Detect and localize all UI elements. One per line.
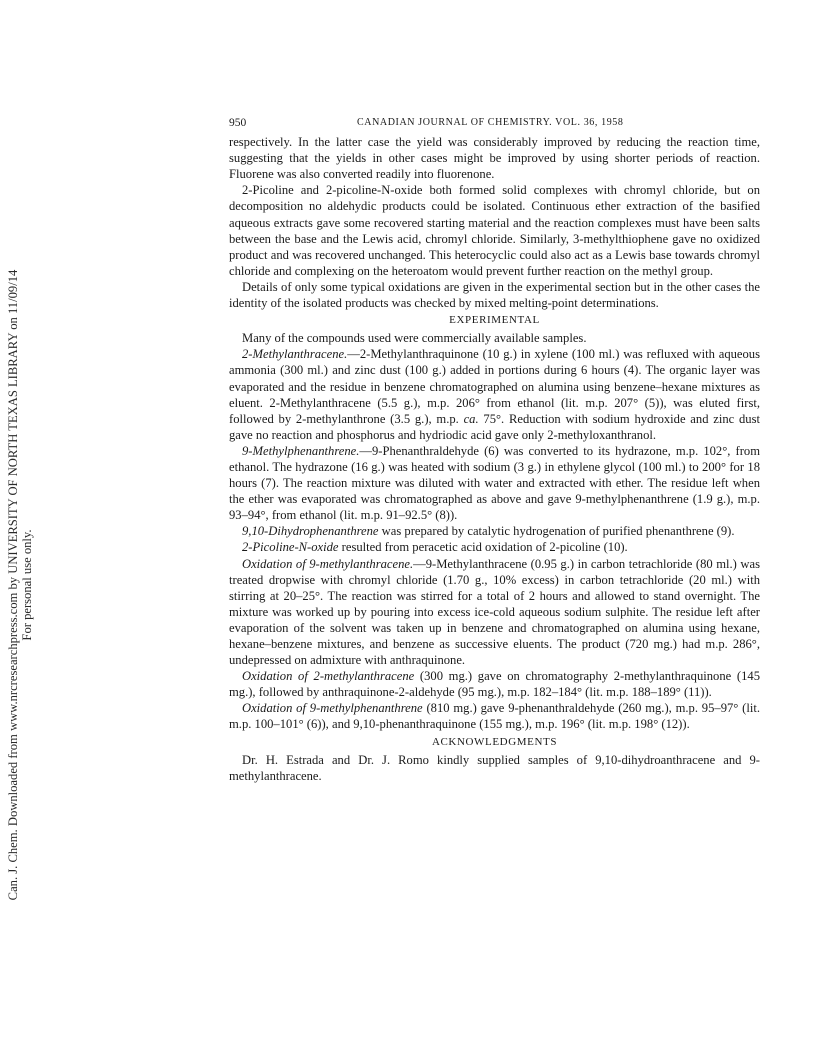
body-paragraph: 2-Picoline and 2-picoline-N-oxide both formed solid complexes with chromyl chloride, but on decomposition no aldehydic products could be isolated. Continuous ether extraction of the basified aqueous extracts gave some recovered starting material and the reaction complexes must have been salts between the base and the Lewis acid, chromyl chloride. Similarly, 3-methylthiophene gave no oxidized product and was recovered unchanged. This heterocyclic could also act as a Lewis base towards chromyl chloride and complexing on the heteroatom would prevent further reaction on the methyl group. [229, 183, 760, 278]
procedure-text: (300 mg.) gave on chromatography 2-methylanthraquinone (145 mg.), followed by anthraquinone-2-aldehyde (95 mg.), m.p. 182–184° (lit. m.p. 188–189° (11)). [229, 669, 760, 700]
download-notice-text [6, 190, 34, 980]
procedure-title: 9,10-Dihydrophenanthrene [242, 524, 379, 539]
procedure-oxidation-9-methylphenanthrene [229, 700, 760, 732]
procedure-oxidation-2-methylanthracene [229, 668, 760, 700]
experimental-heading: EXPERIMENTAL [449, 314, 540, 327]
procedure-text: —9-Phenanthraldehyde (6) was converted to its hydrazone, m.p. 102°, from ethanol. The hydrazone (16 g.) was heated with sodium (3 g.) in ethylene glycol (100 ml.) to 200° for 18 hours (7). The reaction mixture was diluted with water and extracted with ether. The residue left when the ether was evaporated was chromatographed as above and gave 9-methylphenanthrene (1.9 g.), m.p. 93–94°, from ethanol (lit. m.p. 91–92.5° (8)). [229, 443, 760, 523]
procedure-title: 9-Methylphenanthrene. [242, 443, 360, 458]
procedure-text: resulted from peracetic acid oxidation of 2-picoline (10). [338, 540, 628, 555]
download-notice [6, 190, 42, 980]
procedure-title: 2-Methylanthracene. [242, 347, 348, 362]
procedure-oxidation-9-methylanthracene [229, 556, 760, 669]
procedure-text: —2-Methylanthraquinone (10 g.) in xylene (100 ml.) was refluxed with aqueous ammonia (300 ml.) and zinc dust (100 g.) added in portions during 6 hours (4). The organic layer was evaporated and the residue in benzene chromatographed on alumina using benzene–hexane mixtures as eluent. 2-Methylanthracene (5.5 g.), m.p. 206° from ethanol (lit. m.p. 207° (5)), was eluted first, followed by 2-methylanthrone (3.5 g.), m.p. [229, 347, 760, 426]
procedure-text: 75°. Reduction with sodium hydroxide and zinc dust gave no reaction and phosphorus and hydriodic acid gave only 2-methyloxanthranol. [229, 411, 760, 442]
procedure-text: —9-Methylanthracene (0.95 g.) in carbon tetrachloride (80 ml.) was treated dropwise with chromyl chloride (1.70 g., 10% excess) in carbon tetrachloride (20 ml.) with stirring at 20–25°. The reaction was stirred for a total of 2 hours and allowed to stand overnight. The mixture was worked up by pouring into excess ice-cold aqueous sodium sulphite. The residue left after evaporation of the solvent was taken up in benzene and chromatographed on alumina using hexane, hexane–benzene mixtures, and benzene as successive eluents. The product (720 mg.) had m.p. 286°, undepressed on admixture with anthraquinone. [229, 556, 760, 668]
procedure-title: Oxidation of 2-methylanthracene [242, 669, 415, 684]
circa-abbrev: ca. [463, 411, 479, 426]
procedure-picoline-n-oxide [229, 539, 760, 555]
usage-notice-line: For personal use only. [20, 529, 34, 641]
procedure-text: was prepared by catalytic hydrogenation of purified phenanthrene (9). [378, 524, 735, 539]
body-paragraph: respectively. In the latter case the yield was considerably improved by reducing the reaction time, suggesting that the yields in other cases might be improved by using shorter periods of reaction. Fluorene was also converted readily into fluorenone. [229, 135, 760, 182]
download-notice-line: Can. J. Chem. Downloaded from www.nrcresearchpress.com by UNIVERSITY OF NORTH TEXAS LIBRARY on 11/09/14 [6, 269, 20, 901]
procedure-dihydrophenanthrene [229, 523, 760, 539]
acknowledgments-text: Dr. H. Estrada and Dr. J. Romo kindly supplied samples of 9,10-dihydroanthracene and 9-methylanthracene. [229, 752, 760, 783]
journal-page [229, 115, 760, 784]
procedure-title: Oxidation of 9-methylphenanthrene [242, 701, 423, 716]
procedure-9-methylphenanthrene [229, 443, 760, 523]
procedure-title: Oxidation of 9-methylanthracene. [242, 556, 414, 571]
acknowledgments-heading: ACKNOWLEDGMENTS [431, 735, 558, 748]
procedure-title: 2-Picoline-N-oxide [242, 540, 339, 555]
body-paragraph: Details of only some typical oxidations are given in the experimental section but in the other cases the identity of the isolated products was checked by mixed melting-point determinations. [229, 279, 760, 311]
procedure-text: (810 mg.) gave 9-phenanthraldehyde (260 mg.), m.p. 95–97° (lit. m.p. 100–101° (6)), and 9,10-phenanthraquinone (155 mg.), m.p. 196° (lit. m.p. 198° (12)). [229, 701, 760, 732]
running-head [229, 115, 760, 131]
page-number: 950 [229, 117, 247, 129]
journal-title: CANADIAN JOURNAL OF CHEMISTRY. VOL. 36, 1958 [357, 117, 624, 128]
experimental-intro: Many of the compounds used were commercially available samples. [242, 331, 587, 346]
procedure-2-methylanthracene [229, 346, 760, 443]
